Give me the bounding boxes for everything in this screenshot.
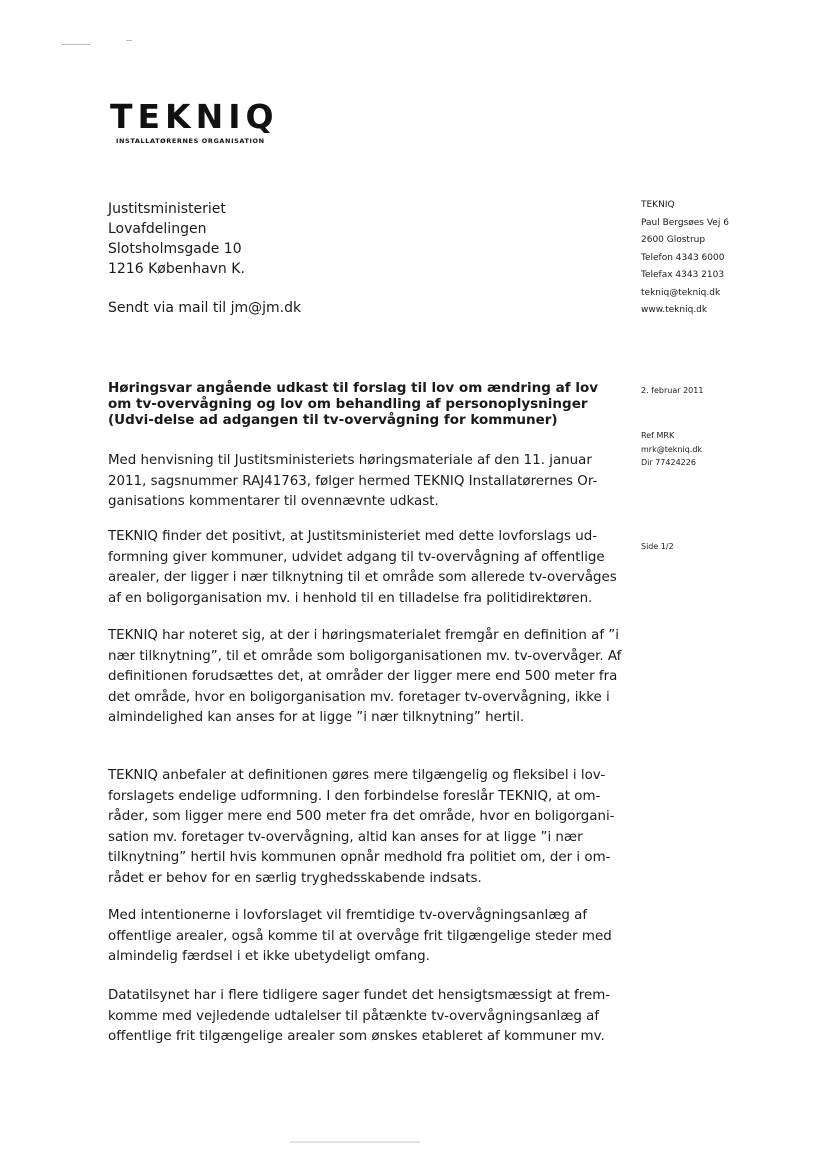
sender-address xyxy=(641,197,729,320)
sender-line: Telefax 4343 2103 xyxy=(641,270,725,280)
sender-line: Telefon 4343 6000 xyxy=(641,252,725,263)
reference-block xyxy=(641,429,702,470)
logo-wordmark: TEKNIQ xyxy=(110,97,279,136)
body-paragraph: TEKNIQ har noteret sig, at der i høringsmaterialet fremgår en definition af ”i nær tilknytning”, til et område som boligorganisationen mv. tv-overvåger. Af definitionen forudsættes det, at områder der ligger mere end 500 meter fra det område, hvor en boligorganisation mv. foretager tv-overvågning, ikke i almindelighed kan anses for at ligge ”i nær tilknytning” hertil. xyxy=(108,628,622,725)
letter-subject: Høringsvar angående udkast til forslag til lov om ændring af lov om tv-overvågning og lov om behandling af personoplysninger (Udvi-delse ad adgangen til tv-overvågning for kommuner) xyxy=(108,380,599,428)
sender-line: Paul Bergsøes Vej 6 xyxy=(641,217,729,228)
body-paragraph: Med intentionerne i lovforslaget vil fremtidige tv-overvågningsanlæg af offentlige arealer, også komme til at overvåge frit tilgængelige steder med almindelig færdsel i et ikke ubetydeligt omfang. xyxy=(108,908,612,964)
recipient-line: 1216 København K. xyxy=(108,261,245,277)
body-paragraph: TEKNIQ finder det positivt, at Justitsministeriet med dette lovforslags ud-formning giver kommuner, udvidet adgang til tv-overvågning af offentlige arealer, der ligger i nær tilknytning til et område som allerede tv-overvåges af en boligorganisation mv. i henhold til en tilladelse fra politidirektøren. xyxy=(108,529,617,606)
scan-speck xyxy=(126,40,132,41)
sender-line: www.tekniq.dk xyxy=(641,305,708,315)
sender-line: tekniq@tekniq.dk xyxy=(641,287,721,298)
sender-line: 2600 Glostrup xyxy=(641,235,706,245)
tekniq-logo xyxy=(110,97,279,145)
sender-line: TEKNIQ xyxy=(641,200,675,210)
body-paragraph: TEKNIQ anbefaler at definitionen gøres mere tilgængelig og fleksibel i lov-forslagets endelige udformning. I den forbindelse foreslår TEKNIQ, at om-råder, som ligger mere end 500 meter fra det område, hvor en boligorgani-sation mv. foretager tv-overvågning, altid kan anses for at ligge ”i nær tilknytning” hertil hvis kommunen opnår medhold fra politiet om, der i om-rådet er behov for en særlig tryghedsskabende indsats. xyxy=(108,768,615,886)
body-paragraph: Med henvisning til Justitsministeriets høringsmateriale af den 11. januar 2011, sagsnummer RAJ41763, følger hermed TEKNIQ Installatørernes Or-ganisations kommentarer til ovennævnte udkast. xyxy=(108,453,598,509)
scan-smudge xyxy=(290,1141,420,1143)
recipient-line: Slotsholmsgade 10 xyxy=(108,241,242,257)
logo-subtitle: INSTALLATØRERNES ORGANISATION xyxy=(116,137,265,145)
reference-line: mrk@tekniq.dk xyxy=(641,444,703,454)
letter-date: 2. februar 2011 xyxy=(641,386,704,395)
recipient-line: Lovafdelingen xyxy=(108,221,207,237)
page-number: Side 1/2 xyxy=(641,542,674,551)
reference-line: Dir 77424226 xyxy=(641,458,696,467)
scan-speck xyxy=(62,44,90,45)
sent-via-note: Sendt via mail til jm@jm.dk xyxy=(108,300,302,316)
recipient-line: Justitsministeriet xyxy=(108,201,226,217)
recipient-address xyxy=(108,199,245,279)
body-paragraph: Datatilsynet har i flere tidligere sager fundet det hensigtsmæssigt at frem-komme med vejledende udtalelser til påtænkte tv-overvågningsanlæg af offentlige frit tilgængelige arealer som ønskes etableret af kommuner mv. xyxy=(108,988,611,1044)
reference-line: Ref MRK xyxy=(641,431,675,440)
